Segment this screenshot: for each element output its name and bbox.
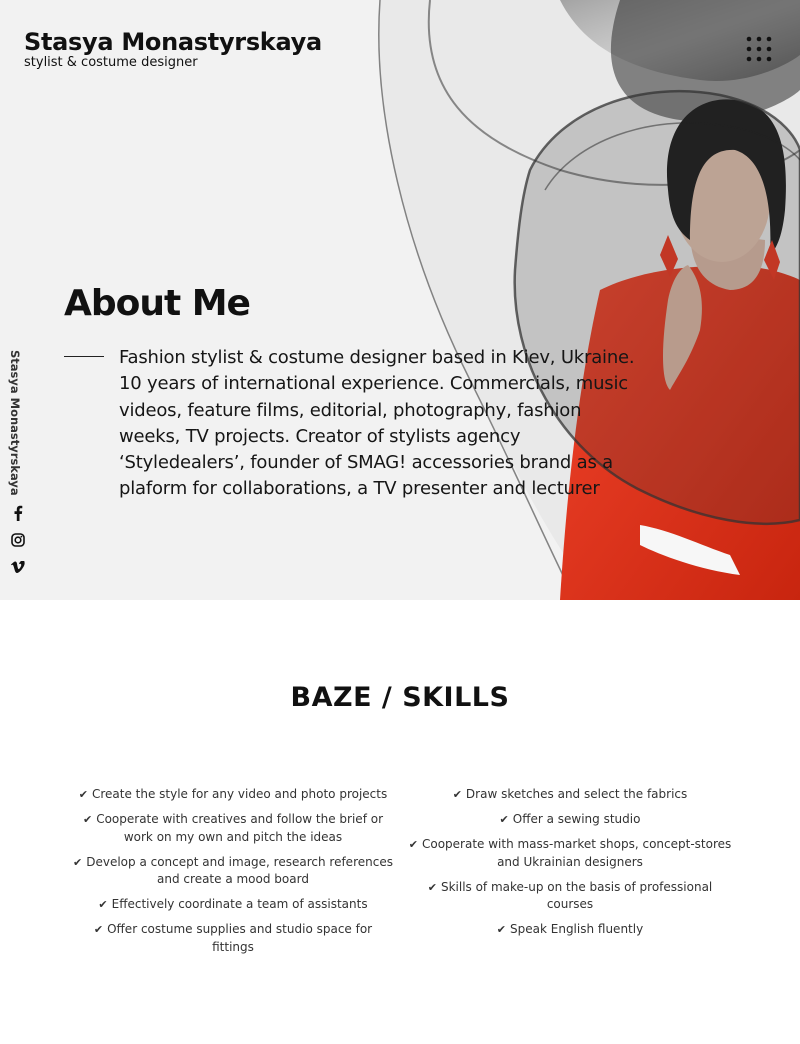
site-title[interactable]: Stasya Monastyrskaya [24,28,322,56]
skill-text: Skills of make-up on the basis of professional courses [440,879,713,912]
check-icon: ✔ [93,923,104,937]
about-divider [64,356,104,357]
skills-title: BAZE / SKILLS [290,682,510,713]
skill-text: Develop a concept and image, research references and create a mood board [86,854,393,887]
check-icon: ✔ [452,788,462,801]
skill-item [408,836,732,871]
instagram-link[interactable] [8,530,28,550]
instagram-icon [11,533,25,547]
skill-text: Offer costume supplies and studio space for fittings [107,922,373,954]
vimeo-link[interactable] [8,557,28,577]
skill-text: Create the style for any video and photo projects [91,787,388,801]
site-tagline: stylist & costume designer [24,55,198,70]
skill-text: Effectively coordinate a team of assistants [111,897,368,912]
grid-dots-icon [744,34,774,64]
check-icon: ✔ [427,880,437,894]
brand-block[interactable] [24,28,322,70]
skills-list-right [408,786,732,946]
menu-button[interactable] [744,34,774,64]
skill-item [72,811,394,846]
check-icon: ✔ [496,923,507,937]
skill-item [408,921,732,939]
skill-text: Speak English fluently [510,922,644,937]
check-icon: ✔ [98,898,108,912]
skill-item [72,921,394,956]
check-icon: ✔ [82,813,93,827]
skill-text: Cooperate with creatives and follow the brief or work on my own and pitch the ideas [96,812,384,844]
about-title: About Me [64,283,250,324]
skill-item [72,786,394,804]
skill-item [408,811,732,829]
skill-text: Offer a sewing studio [512,812,641,827]
check-icon: ✔ [78,788,88,801]
vimeo-icon [11,561,25,573]
skills-list-left [72,786,394,964]
vertical-name-label [1,350,29,496]
check-icon: ✔ [499,813,509,827]
facebook-icon [13,505,23,521]
check-icon: ✔ [408,838,418,852]
skill-item [408,786,732,804]
skill-text: Cooperate with mass-market shops, concept-stores and Ukrainian designers [421,837,732,869]
skill-item [72,854,394,889]
skill-item [408,879,732,914]
about-text: Fashion stylist & costume designer based in Kiev, Ukraine. 10 years of international experience. Commercials, music videos, feature films, editorial, photography, fashion weeks, TV projects. Creator of stylists agency ‘Styledealers’, founder of SMAG! accessories brand as a plaform for collaborations, a TV presenter and lecturer [119,347,635,500]
vertical-name-text: Stasya Monastyrskaya [8,350,22,496]
check-icon: ✔ [73,855,83,869]
facebook-link[interactable] [8,503,28,523]
skill-item [72,896,394,914]
skill-text: Draw sketches and select the fabrics [465,787,688,801]
